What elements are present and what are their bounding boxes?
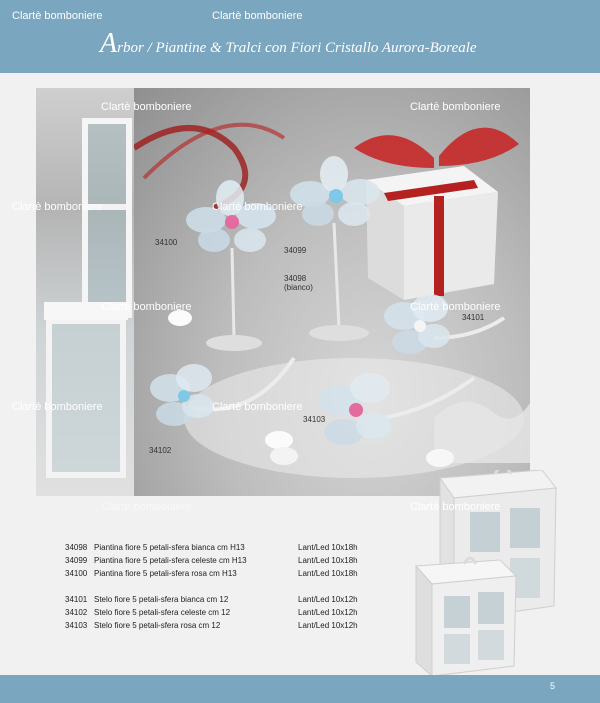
watermark: Clartè bomboniere xyxy=(12,401,103,413)
footer-band xyxy=(0,675,600,703)
title-initial: A xyxy=(100,28,118,59)
product-description: Stelo fiore 5 petali-sfera celeste cm 12 xyxy=(94,608,231,617)
watermark: Clartè bomboniere xyxy=(410,101,501,113)
page-title xyxy=(100,28,477,60)
photo-label-34098-note: (bianco) xyxy=(284,283,313,292)
page-number: 5 xyxy=(549,681,555,691)
product-spec: Lant/Led 10x12h xyxy=(298,608,358,617)
gift-box xyxy=(354,128,519,300)
lantern-photo-left xyxy=(36,88,134,496)
watermark: Clartè bomboniere xyxy=(101,101,192,113)
product-code: 34099 xyxy=(65,556,88,565)
product-spec: Lant/Led 10x18h xyxy=(298,556,358,565)
photo-label-34102: 34102 xyxy=(149,446,172,455)
product-illustration xyxy=(134,88,530,496)
title-text: rbor / Piantine & Tralci con Fiori Cristallo Aurora-Boreale xyxy=(117,40,477,56)
watermark: Clartè bomboniere xyxy=(212,401,303,413)
product-code: 34101 xyxy=(65,595,88,604)
photo-label-34100: 34100 xyxy=(155,238,178,247)
photo-label-34103: 34103 xyxy=(303,415,326,424)
watermark: Clartè bomboniere xyxy=(212,201,303,213)
product-spec: Lant/Led 10x12h xyxy=(298,621,358,630)
product-description: Stelo fiore 5 petali-sfera bianca cm 12 xyxy=(94,595,229,604)
product-description: Piantina fiore 5 petali-sfera celeste cm H13 xyxy=(94,556,247,565)
lantern-shape xyxy=(46,318,126,478)
watermark: Clartè bomboniere xyxy=(212,10,303,22)
watermark: Clartè bomboniere xyxy=(410,501,501,513)
product-code: 34102 xyxy=(65,608,88,617)
watermark: Clartè bomboniere xyxy=(101,501,192,513)
product-spec: Lant/Led 10x18h xyxy=(298,543,358,552)
lantern-shape xyxy=(82,118,132,318)
product-description: Piantina fiore 5 petali-sfera bianca cm H13 xyxy=(94,543,245,552)
product-description: Piantina fiore 5 petali-sfera rosa cm H13 xyxy=(94,569,237,578)
watermark: Clartè bomboniere xyxy=(101,301,192,313)
watermark: Clartè bomboniere xyxy=(12,201,103,213)
product-description: Stelo fiore 5 petali-sfera rosa cm 12 xyxy=(94,621,221,630)
product-photo xyxy=(134,88,530,496)
watermark: Clartè bomboniere xyxy=(410,301,501,313)
product-spec: Lant/Led 10x18h xyxy=(298,569,358,578)
photo-label-34099: 34099 xyxy=(284,246,307,255)
product-spec: Lant/Led 10x12h xyxy=(298,595,358,604)
header-band xyxy=(0,0,600,73)
photo-label-34101: 34101 xyxy=(462,313,485,322)
lantern-box-small xyxy=(416,558,516,676)
product-code: 34103 xyxy=(65,621,88,630)
product-code: 34098 xyxy=(65,543,88,552)
watermark: Clartè bomboniere xyxy=(12,10,103,22)
photo-label-34098: 34098 xyxy=(284,274,307,283)
product-code: 34100 xyxy=(65,569,88,578)
